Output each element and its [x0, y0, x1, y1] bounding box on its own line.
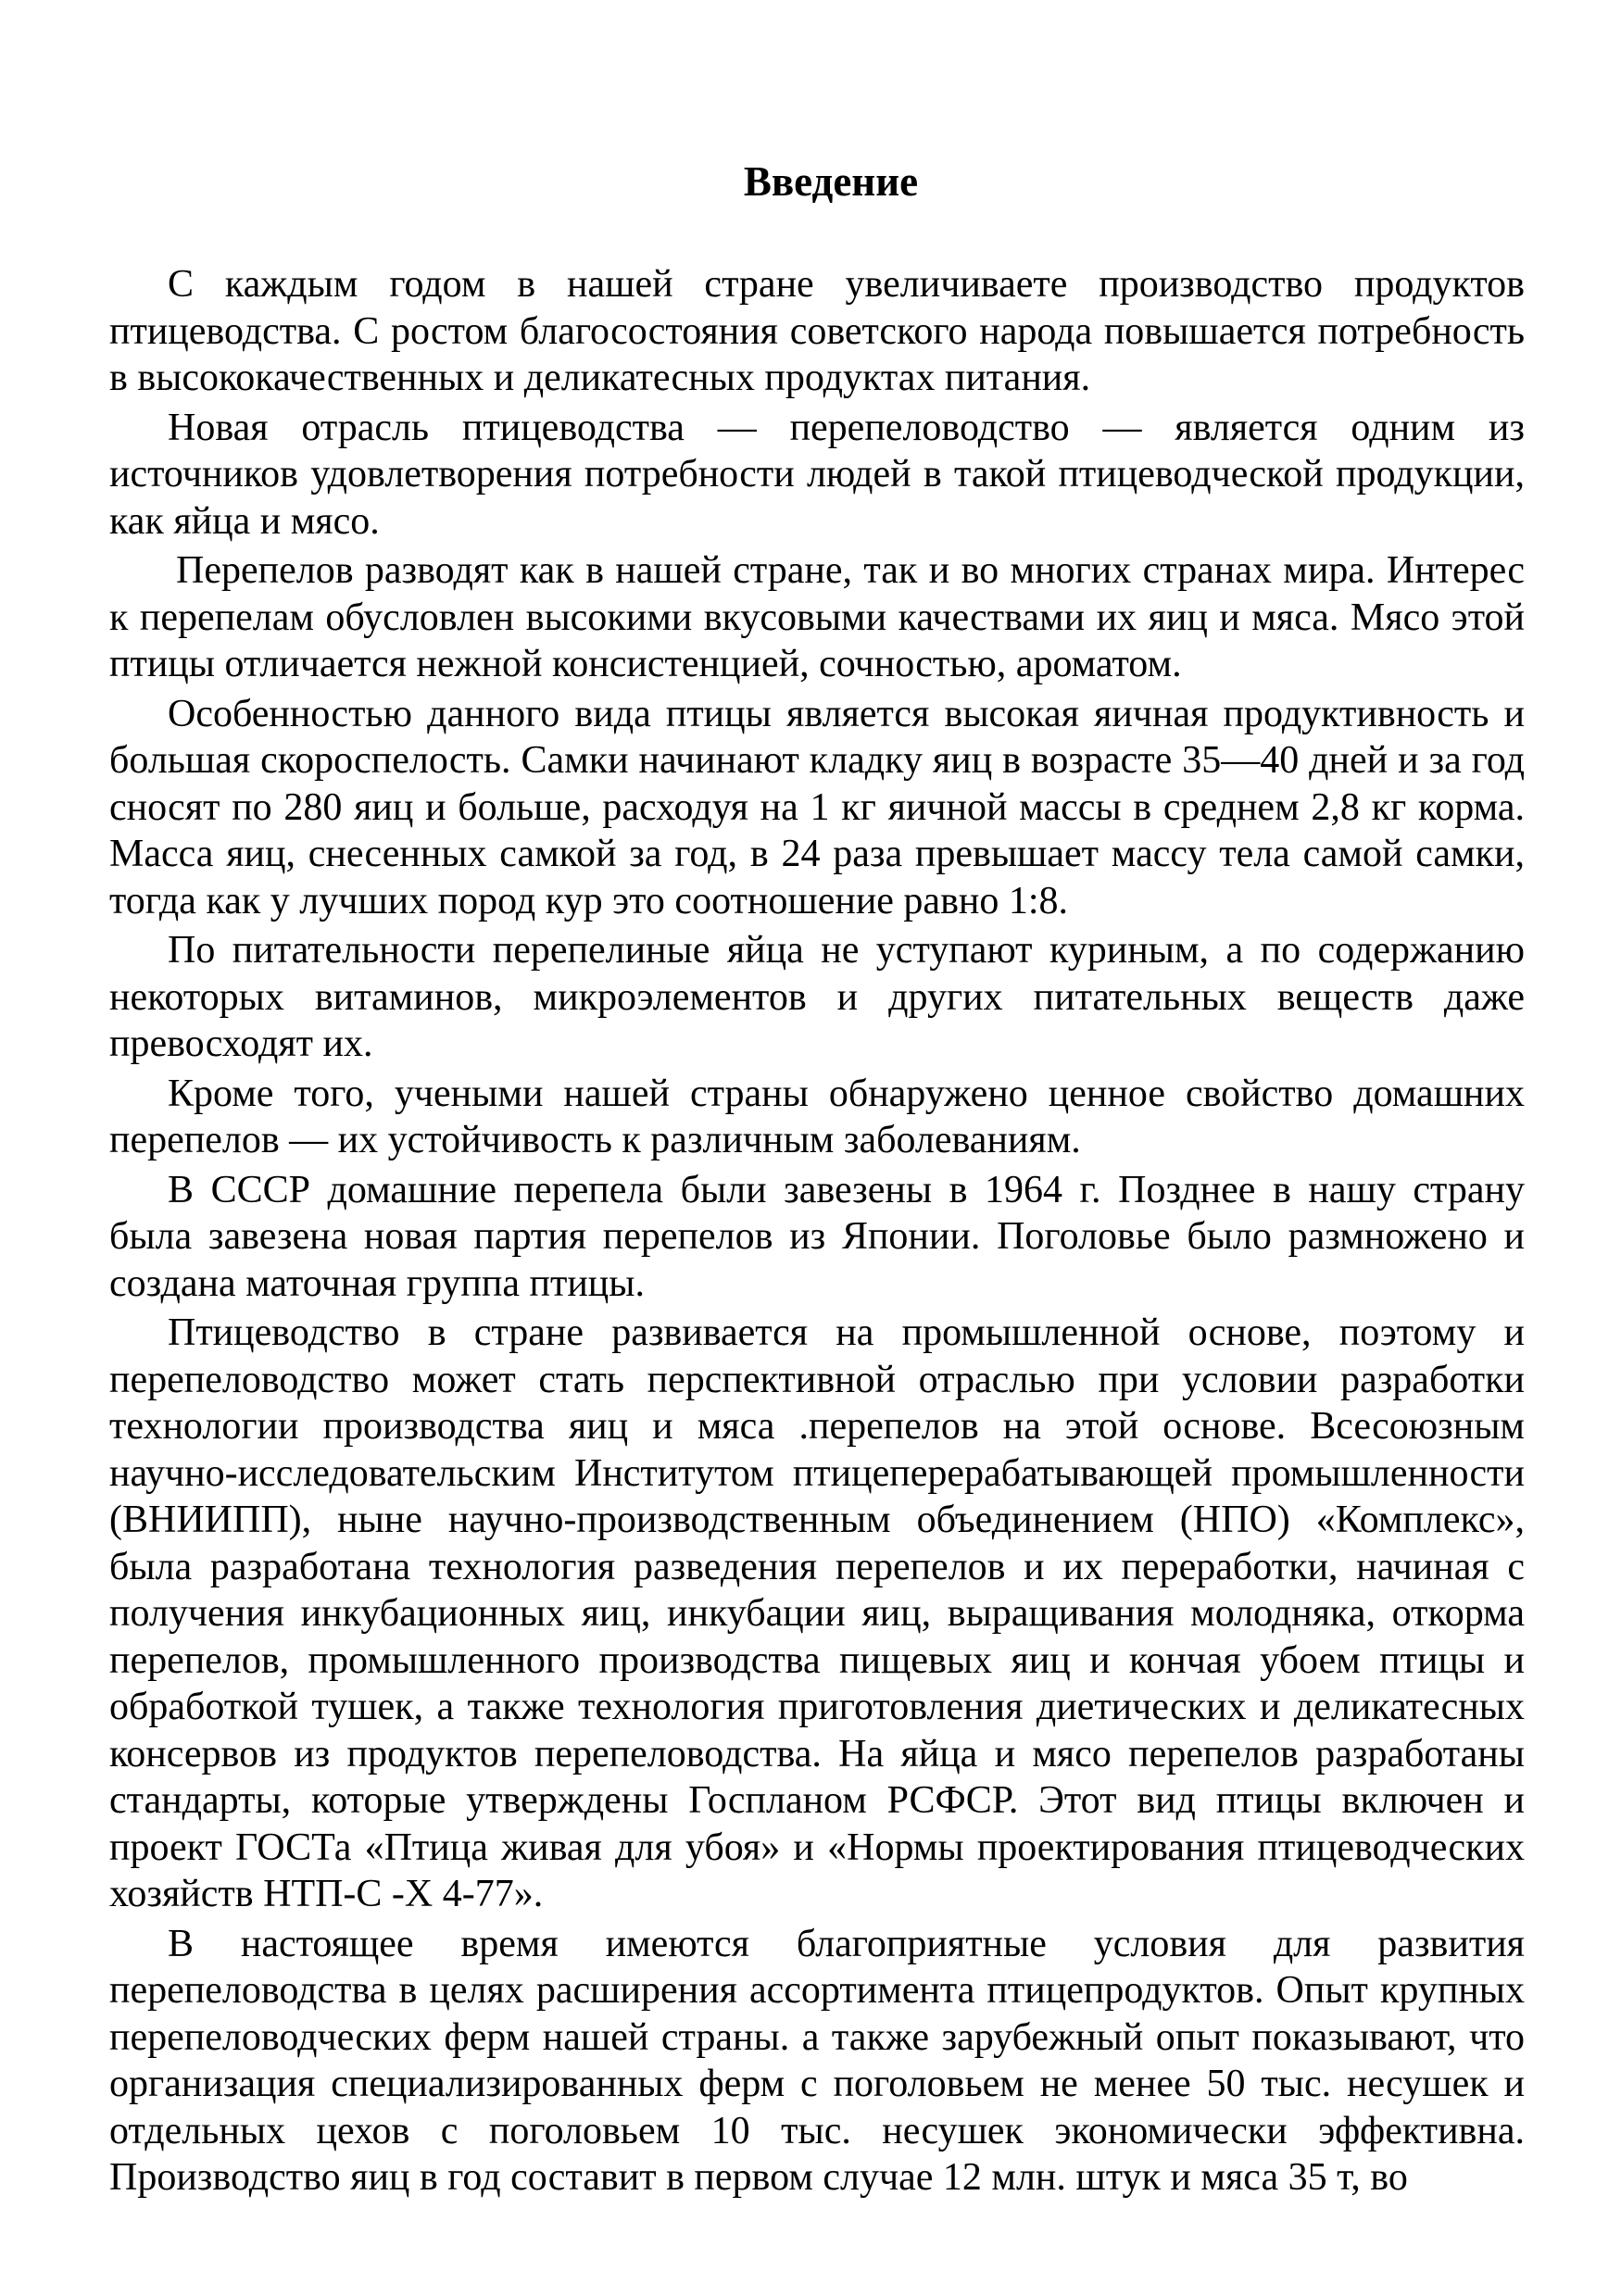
paragraph: Особенностью данного вида птицы является высокая яичная продуктивность и большая скороспелость. Самки начинают кладку яиц в возрасте 35—40 дней и за год сносят по 280 яиц и больше, расходуя на 1 кг яичной массы в среднем 2,8 кг корма. Масса яиц, снесенных самкой за год, в 24 раза превышает массу тела самой самки, тогда как у лучших пород кур это соотношение равно 1:8.	[109, 692, 1525, 922]
paragraph: В настоящее время имеются благоприятные условия для развития перепеловодства в целях расширения ассортимента птицепродуктов. Опыт крупных перепеловодческих ферм нашей страны. а также зарубежный опыт показывают, что организация специализированных ферм с поголовьем не менее 50 тыс. несушек и отдельных цехов с поголовьем 10 тыс. несушек экономически эффективна. Производство яиц в год составит в первом случае 12 млн. штук и мяса 35 т, во	[109, 1922, 1525, 2199]
paragraph: Новая отрасль птицеводства — перепеловодство — является одним из источников удовлетворения потребности людей в такой птицеводческой продукции, как яйца и мясо.	[109, 406, 1525, 543]
paragraph: В СССР домашние перепела были завезены в 1964 г. Позднее в нашу страну была завезена новая партия перепелов из Японии. Поголовье было размножено и создана маточная группа птицы.	[109, 1168, 1525, 1305]
paragraph: Перепелов разводят как в нашей стране, так и во многих странах мира. Интерес к перепелам обусловлен высокими вкусовыми качествами их яиц и мяса. Мясо этой птицы отличается нежной консистенцией, сочностью, ароматом.	[109, 549, 1525, 685]
document-page	[109, 156, 1525, 2204]
paragraph: Птицеводство в стране развивается на промышленной основе, поэтому и перепеловодство может стать перспективной отраслью при условии разработки технологии производства яиц и мяса .перепелов на этой основе. Всесоюзным научно-исследовательским Институтом птицеперерабатывающей промышленности (ВНИИПП), ныне научно-производственным объединением (НПО) «Комплекс», была разработана технология разведения перепелов и их переработки, начиная с получения инкубационных яиц, инкубации яиц, выращивания молодняка, откорма перепелов, промышленного производства пищевых яиц и кончая убоем птицы и обработкой тушек, а также технология приготовления диетических и деликатесных консервов из продуктов перепеловодства. На яйца и мясо перепелов разработаны стандарты, которые утверждены Госпланом РСФСР. Этот вид птицы включен и проект ГОСТа «Птица живая для убоя» и «Нормы проектирования птицеводческих хозяйств НТП-С -Х 4-77».	[109, 1311, 1525, 1915]
paragraph: Кроме того, учеными нашей страны обнаружено ценное свойство домашних перепелов — их устойчивость к различным заболеваниям.	[109, 1072, 1525, 1161]
paragraph: С каждым годом в нашей стране увеличиваете производство продуктов птицеводства. С ростом благосостояния советского народа повышается потребность в высококачественных и деликатесных продуктах питания.	[109, 263, 1525, 399]
page-title: Введение	[743, 158, 919, 205]
paragraph: По питательности перепелиные яйца не уступают куриным, а по содержанию некоторых витаминов, микроэлементов и других питательных веществ даже превосходят их.	[109, 929, 1525, 1065]
